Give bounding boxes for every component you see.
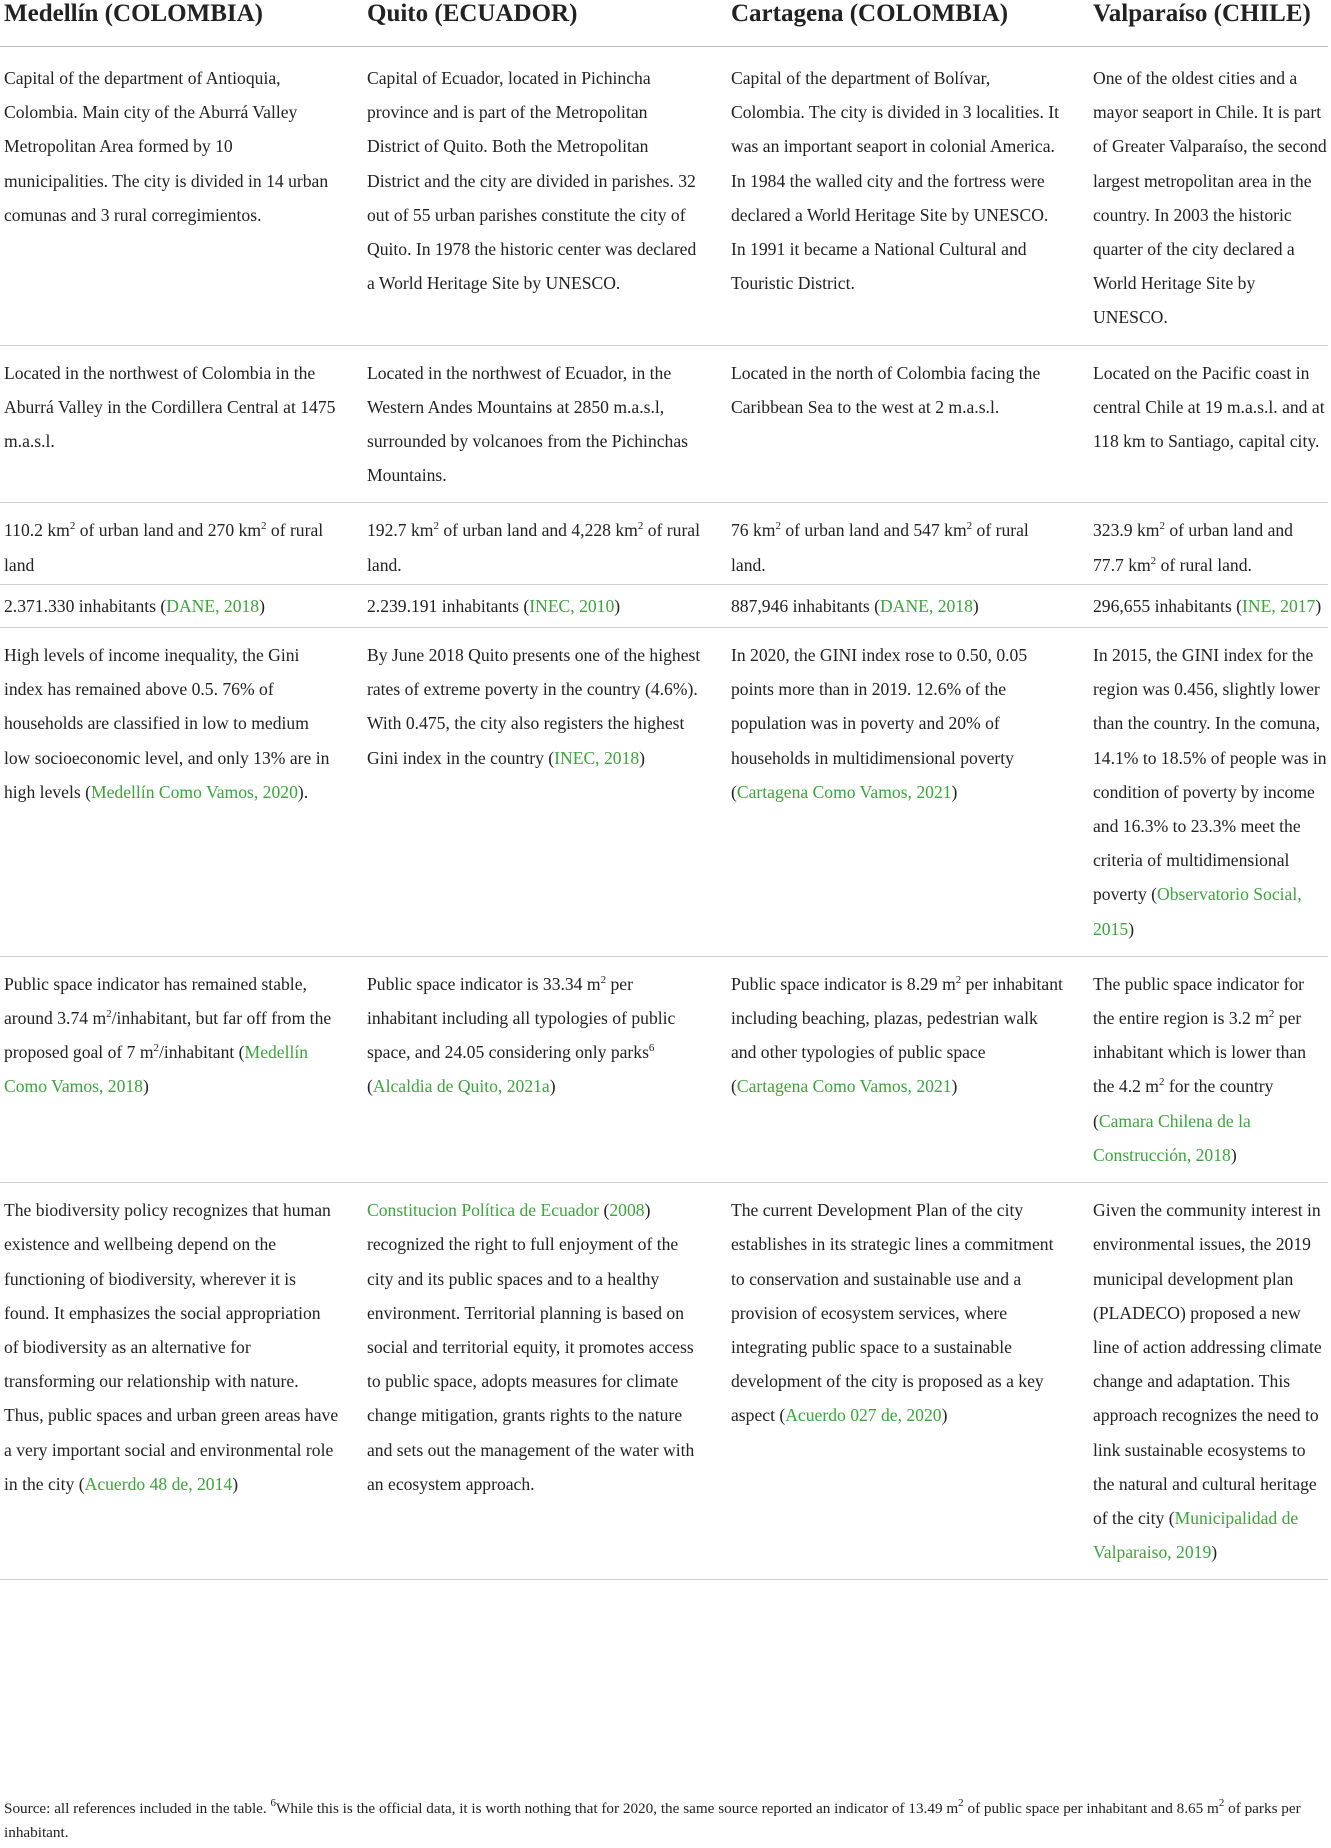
cell-inequality-quito: By June 2018 Quito presents one of the highest rates of extreme poverty in the country (4.6%). With 0.475, the city also registers the highest Gini index in the country (INEC, 2018) [363,628,727,957]
table-header-row [0,0,1328,47]
reference-link[interactable]: Medellín Como Vamos, 2018 [4,1042,309,1097]
table-footnote: Source: all references included in the table. $^6$While this is the official data, it is worth nothing that for 2020, the same source reported an indicator of 13.49 $m^2$ of public space per inhabitant and 8.65 $m^2$ of parks per inhabitant. [4,1797,1301,1841]
reference-link[interactable]: INE, 2017 [1242,595,1316,616]
reference-link[interactable]: Cartagena Como Vamos, 2021 [736,1076,952,1097]
reference-link[interactable]: 2008 [609,1200,645,1221]
cell-population-cartagena: 887,946 inhabitants (DANE, 2018) [727,584,1090,627]
table-row-location [0,345,1328,503]
table-row-policy [0,1183,1328,1580]
reference-link[interactable]: DANE, 2018 [166,595,260,616]
reference-link[interactable]: Cartagena Como Vamos, 2021 [736,781,952,802]
cell-area-medellin: 110.2 $km^2$ of urban land and 270 $km^2$ of rural land [0,503,363,584]
reference-link[interactable]: INEC, 2018 [554,747,640,768]
table-row-area [0,503,1328,584]
cell-location-valparaiso: Located on the Pacific coast in central Chile at 19 m.a.s.l. and at 118 km to Santiago, capital city. [1090,345,1328,503]
footnote-marker: 6 [270,1797,277,1809]
cell-population-valparaiso: 296,655 inhabitants (INE, 2017) [1090,584,1328,627]
table-row-population [0,584,1328,627]
table-row-description [0,47,1328,346]
cell-policy-quito: Constitucion Política de Ecuador (2008) recognized the right to full enjoyment of the city and its public spaces and to a healthy environment. Territorial planning is based on social and territorial equity, it promotes access to public space, adopts measures for climate change mitigation, grants rights to the nature and sets out the management of the water with an ecosystem approach. [363,1183,727,1580]
reference-link[interactable]: Municipalidad de Valparaiso, 2019 [1093,1507,1299,1563]
cell-area-cartagena: 76 $km^2$ of urban land and 547 $km^2$ of rural land. [727,503,1090,584]
cell-population-quito: 2.239.191 inhabitants (INEC, 2010) [363,584,727,627]
table-row-inequality [0,628,1328,957]
reference-link[interactable]: Observatorio Social, 2015 [1093,884,1302,939]
reference-link[interactable]: DANE, 2018 [880,595,973,616]
reference-link[interactable]: Medellín Como Vamos, 2020 [90,781,298,802]
header-cartagena: Cartagena (COLOMBIA) [727,0,1090,47]
cell-public-space-quito: Public space indicator is 33.34 $m^2$ per inhabitant including all typologies of public space, and 24.05 considering only parks$^6$ (Alcaldia de Quito, 2021a) [363,956,727,1182]
reference-link[interactable]: Constitucion Política de Ecuador [367,1200,600,1221]
cell-population-medellin: 2.371.330 inhabitants (DANE, 2018) [0,584,363,627]
header-quito: Quito (ECUADOR) [363,0,727,47]
cell-area-quito: 192.7 $km^2$ of urban land and 4,228 $km^2$ of rural land. [363,503,727,584]
reference-link[interactable]: INEC, 2010 [529,595,615,616]
cell-description-valparaiso: One of the oldest cities and a mayor seaport in Chile. It is part of Greater Valparaíso, the second largest metropolitan area in the country. In 2003 the historic quarter of the city declared a World Heritage Site by UNESCO. [1090,47,1328,346]
cell-inequality-medellin: High levels of income inequality, the Gini index has remained above 0.5. 76% of households are classified in low to medium low socioeconomic level, and only 13% are in high levels (Medellín Como Vamos, 2020). [0,628,363,957]
cell-location-medellin: Located in the northwest of Colombia in the Aburrá Valley in the Cordillera Central at 1475 m.a.s.l. [0,345,363,503]
cell-description-medellin: Capital of the department of Antioquia, Colombia. Main city of the Aburrá Valley Metropolitan Area formed by 10 municipalities. The city is divided in 14 urban comunas and 3 rural corregimientos. [0,47,363,346]
header-valparaiso: Valparaíso (CHILE) [1090,0,1328,47]
cell-location-quito: Located in the northwest of Ecuador, in the Western Andes Mountains at 2850 m.a.s.l, surrounded by volcanoes from the Pichinchas Mountains. [363,345,727,503]
cell-description-quito: Capital of Ecuador, located in Pichincha province and is part of the Metropolitan District of Quito. Both the Metropolitan District and the city are divided in parishes. 32 out of 55 urban parishes constitute the city of Quito. In 1978 the historic center was declared a World Heritage Site by UNESCO. [363,47,727,346]
cell-policy-valparaiso: Given the community interest in environmental issues, the 2019 municipal development plan (PLADECO) proposed a new line of action addressing climate change and adaptation. This approach recognizes the need to link sustainable ecosystems to the natural and cultural heritage of the city (Municipalidad de Valparaiso, 2019) [1090,1183,1328,1580]
cell-location-cartagena: Located in the north of Colombia facing the Caribbean Sea to the west at 2 m.a.s.l. [727,345,1090,503]
footnote-marker[interactable]: 6 [648,1042,655,1055]
cell-description-cartagena: Capital of the department of Bolívar, Colombia. The city is divided in 3 localities. It was an important seaport in colonial America. In 1984 the walled city and the fortress were declared a World Heritage Site by UNESCO. In 1991 it became a National Cultural and Touristic District. [727,47,1090,346]
reference-link[interactable]: Acuerdo 027 de, 2020 [785,1405,942,1426]
cell-inequality-cartagena: In 2020, the GINI index rose to 0.50, 0.05 points more than in 2019. 12.6% of the population was in poverty and 20% of households in multidimensional poverty (Cartagena Como Vamos, 2021) [727,628,1090,957]
reference-link[interactable]: Alcaldia de Quito, 2021a [372,1076,550,1097]
cell-public-space-valparaiso: The public space indicator for the entire region is 3.2 $m^2$ per inhabitant which is lower than the 4.2 $m^2$ for the country (Camara Chilena de la Construcción, 2018) [1090,956,1328,1182]
cell-area-valparaiso: 323.9 $km^2$ of urban land and 77.7 $km^2$ of rural land. [1090,503,1328,584]
cell-policy-medellin: The biodiversity policy recognizes that human existence and wellbeing depend on the functioning of biodiversity, wherever it is found. It emphasizes the social appropriation of biodiversity as an alternative for transforming our relationship with nature. Thus, public spaces and urban green areas have a very important social and environmental role in the city (Acuerdo 48 de, 2014) [0,1183,363,1580]
reference-link[interactable]: Acuerdo 48 de, 2014 [84,1473,233,1494]
reference-link[interactable]: Camara Chilena de la Construcción, 2018 [1093,1110,1251,1165]
cell-policy-cartagena: The current Development Plan of the city establishes in its strategic lines a commitment to conservation and sustainable use and a provision of ecosystem services, where integrating public space to a sustainable development of the city is proposed as a key aspect (Acuerdo 027 de, 2020) [727,1183,1090,1580]
header-medellin: Medellín (COLOMBIA) [0,0,363,47]
cell-public-space-cartagena: Public space indicator is 8.29 $m^2$ per inhabitant including beaching, plazas, pedestrian walk and other typologies of public space (Cartagena Como Vamos, 2021) [727,956,1090,1182]
cell-public-space-medellin: Public space indicator has remained stable, around 3.74 $m^2$/inhabitant, but far off from the proposed goal of 7 $m^2$/inhabitant (Medellín Como Vamos, 2018) [0,956,363,1182]
table-row-public-space [0,956,1328,1182]
cell-inequality-valparaiso: In 2015, the GINI index for the region was 0.456, slightly lower than the country. In the comuna, 14.1% to 18.5% of people was in condition of poverty by income and 16.3% to 23.3% meet the criteria of multidimensional poverty (Observatorio Social, 2015) [1090,628,1328,957]
